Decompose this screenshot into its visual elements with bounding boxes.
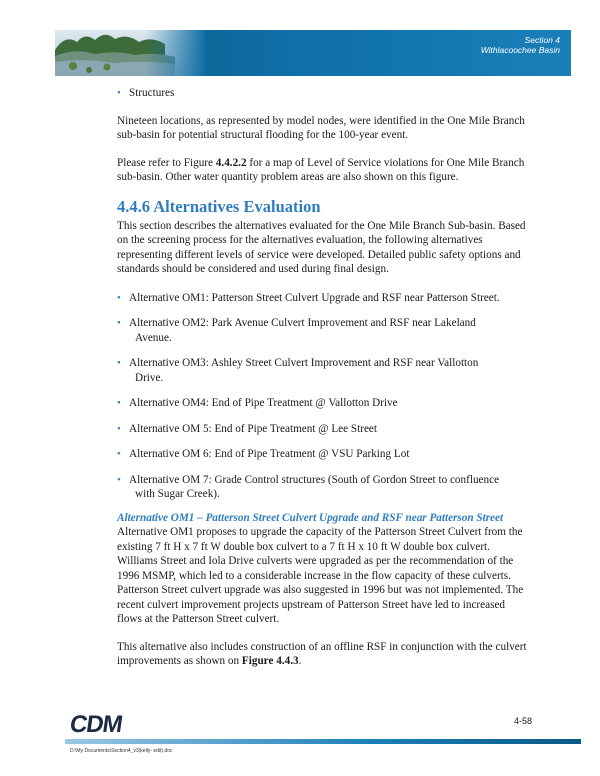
paragraph-offline-rsf [117, 640, 529, 669]
paragraph-figure-reference [117, 156, 529, 185]
header-basin: Withlacoochee Basin [480, 45, 560, 55]
alternative-om7-cont: with Sugar Creek). [135, 488, 220, 500]
alternative-item-om2 [117, 316, 529, 345]
header-section: Section 4 [524, 35, 560, 45]
paragraph-offline-rsf-b: . [298, 655, 302, 667]
paragraph-om1-description: Alternative OM1 proposes to upgrade the capacity of the Patterson Street Culvert from the existing 7 ft H x 7 ft W double box culvert to a 7 ft H x 10 ft W double box culvert. Williams Street and Iola Drive culverts were upgraded as per the recommendation of the 1996 MSMP, which led to a considerable increase in the flow capacity of these culverts. Patterson Street culvert upgrade was also suggested in 1996 but was not implemented. The recent culvert improvement projects upstream of Patterson Street have led to increased flows at the Patterson Street culvert. [117, 526, 524, 625]
figure-ref-443: Figure 4.4.3 [241, 655, 299, 667]
alternative-om5-text: Alternative OM 5: End of Pipe Treatment @ Lee Street [129, 422, 377, 435]
alternative-item-om1 [117, 291, 529, 306]
bullet-structures-text: Structures [129, 87, 175, 99]
alternative-item-om7 [117, 473, 529, 502]
alternative-item-om3 [117, 356, 529, 385]
paragraph-offline-rsf-a: This alternative also includes construction of an offline RSF in conjunction with the culvert improvements as shown on [117, 640, 527, 667]
paragraph-figure-reference-a: Please refer to Figure [117, 156, 216, 169]
alternative-om3-text: Alternative OM3: Ashley Street Culvert Improvement and RSF near Vallotton [129, 357, 479, 369]
section-heading: 4.4.6 Alternatives Evaluation [117, 196, 321, 216]
paragraph-alternatives-intro: This section describes the alternatives evaluated for the One Mile Branch Sub-basin. Based on the screening process for the alternatives evaluation, the following alternatives representing different levels of service were developed. Detailed public safety options and standards should be considered and used during final design. [117, 219, 526, 275]
document-file-path: D:\My Documents\Section4_v3(kelly- edit).doc [70, 748, 173, 754]
page-number: 4-58 [513, 716, 532, 726]
alternative-om1-text: Alternative OM1: Patterson Street Culvert Upgrade and RSF near Patterson Street. [129, 291, 500, 304]
paragraph-structural-flooding: Nineteen locations, as represented by model nodes, were identified in the One Mile Branch sub-basin for potential structural flooding for the 100-year event. [117, 114, 525, 141]
cdm-logo: CDM [68, 711, 124, 738]
alternative-om3-cont: Drive. [135, 371, 164, 384]
alternative-om1-subheading: Alternative OM1 – Patterson Street Culvert Upgrade and RSF near Patterson Street [117, 511, 504, 524]
figure-ref-4422: 4.4.2.2 [215, 156, 247, 169]
alternative-item-om5 [117, 422, 529, 437]
bullet-structures [117, 86, 529, 101]
alternatives-list [117, 291, 529, 502]
alternative-om2-text: Alternative OM2: Park Avenue Culvert Improvement and RSF near Lakeland [129, 317, 476, 329]
header-photo [55, 30, 205, 76]
document-body [117, 86, 529, 669]
alternative-om6-text: Alternative OM 6: End of Pipe Treatment @ VSU Parking Lot [129, 448, 410, 460]
footer-bar [65, 739, 581, 744]
alternative-om2-cont: Avenue. [135, 331, 172, 344]
alternative-om7-text: Alternative OM 7: Grade Control structures (South of Gordon Street to confluence [129, 473, 500, 486]
header-text [481, 35, 560, 55]
paragraph-figure-reference-b: for a map of Level of Service violations for One Mile Branch sub-basin. Other water quantity problem areas are also shown on this figure. [117, 156, 525, 183]
alternative-item-om6 [117, 447, 529, 462]
alternative-item-om4 [117, 396, 529, 411]
alternative-om4-text: Alternative OM4: End of Pipe Treatment @ Vallotton Drive [129, 397, 398, 409]
